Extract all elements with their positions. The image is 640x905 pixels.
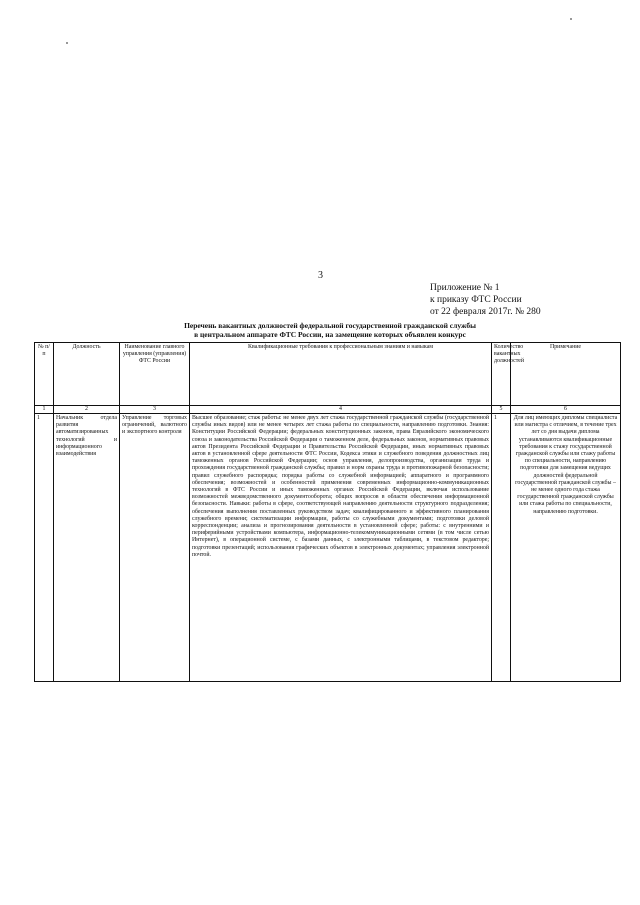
- scan-speck: [66, 42, 68, 44]
- appendix-line-2: к приказу ФТС России: [430, 295, 522, 305]
- appendix-header: [430, 282, 541, 318]
- appendix-line-1: Приложение № 1: [430, 283, 500, 293]
- vacancies-table: [34, 342, 621, 682]
- scan-speck: [570, 18, 572, 20]
- table-row: [35, 414, 621, 682]
- row-num: 1: [35, 414, 54, 682]
- header-position: Должность: [54, 343, 120, 406]
- column-number: 1: [35, 406, 54, 414]
- row-note: Для лиц имеющих дипломы специалиста или магистра с отличием, в течение трех лет со дня выдачи диплома устанавливаются квалификационные требования к стажу государственной гражданской службы или стажу работы по специальности, направлению подготовки для замещения ведущих должностей федеральной государственной гражданской службы – не менее одного года стажа государственной гражданской службы или стажа работы по специальности, направлению подготовки.: [511, 414, 621, 682]
- header-num: № п/п: [35, 343, 54, 406]
- document-title: [140, 321, 520, 339]
- column-number: 4: [190, 406, 492, 414]
- header-note: Примечание: [511, 343, 621, 406]
- row-position: Начальник отдела развития автоматизированных технологий и информационного взаимодействия: [54, 414, 120, 682]
- column-number: 2: [54, 406, 120, 414]
- column-number: 5: [492, 406, 511, 414]
- table-header-row: [35, 343, 621, 406]
- row-vacancies: 1: [492, 414, 511, 682]
- title-line-2: в центральном аппарате ФТС России, на замещение которых объявлен конкурс: [194, 330, 466, 339]
- row-department: Управление торговых ограничений, валютного и экспортного контроля: [120, 414, 190, 682]
- title-line-1: Перечень вакантных должностей федеральной государственной гражданской службы: [184, 321, 476, 330]
- header-vacancies: Количество вакантных должностей: [492, 343, 511, 406]
- column-number: 3: [120, 406, 190, 414]
- column-number: 6: [511, 406, 621, 414]
- header-requirements: Квалификационные требования к профессиональным знаниям и навыкам: [190, 343, 492, 406]
- appendix-line-3: от 22 февраля 2017г. № 280: [430, 307, 541, 317]
- header-department: Наименование главного управления (управления) ФТС России: [120, 343, 190, 406]
- page-number: 3: [318, 270, 323, 281]
- column-number-row: [35, 406, 621, 414]
- row-requirements: Высшее образование; стаж работы: не менее двух лет стажа государственной гражданской службы (государственной службы иных видов) или не менее четырех лет стажа работы по специальности, направлению подготовки. Знания: Конституции Российской Федерации; федеральных конституционных законов, права Евразийского экономического союза и законодательства Российской Федерации о таможенном деле, федеральных законов, нормативных правовых актов Президента Российской Федерации и Правительства Российской Федерации, иных нормативных правовых актов в установленной сфере деятельности ФТС России, Кодекса этики и служебного поведения должностных лиц таможенных органов Российской Федерации; основ управления, делопроизводства, организации труда и прохождения государственной гражданской службы; правил и норм охраны труда и противопожарной безопасности; правил служебного распорядка; порядка работы со служебной информацией; аппаратного и программного обеспечения; возможностей и особенностей применения современных информационно-коммуникационных технологий в ФТС России и иных таможенных органах Российской Федерации, включая использование возможностей межведомственного документооборота; общих вопросов в области обеспечения информационной безопасности. Навыки: работы в сфере, соответствующей направлению деятельности структурного подразделения; обеспечения выполнения поставленных руководством задач; квалифицированного и эффективного планирования служебного времени; систематизации информации, работы со служебными документами; подготовки деловой корреспонденции; анализа и прогнозирования деятельности в установленной сфере; работы: с внутренними и периферийными устройствами компьютера, информационно-телекоммуникационными сетями (в том числе сетью Интернет), в операционной системе, с базами данных, с электронными таблицами, в текстовом редакторе; подготовки презентаций; использования графических объектов в электронных документах; управления электронной почтой.: [190, 414, 492, 682]
